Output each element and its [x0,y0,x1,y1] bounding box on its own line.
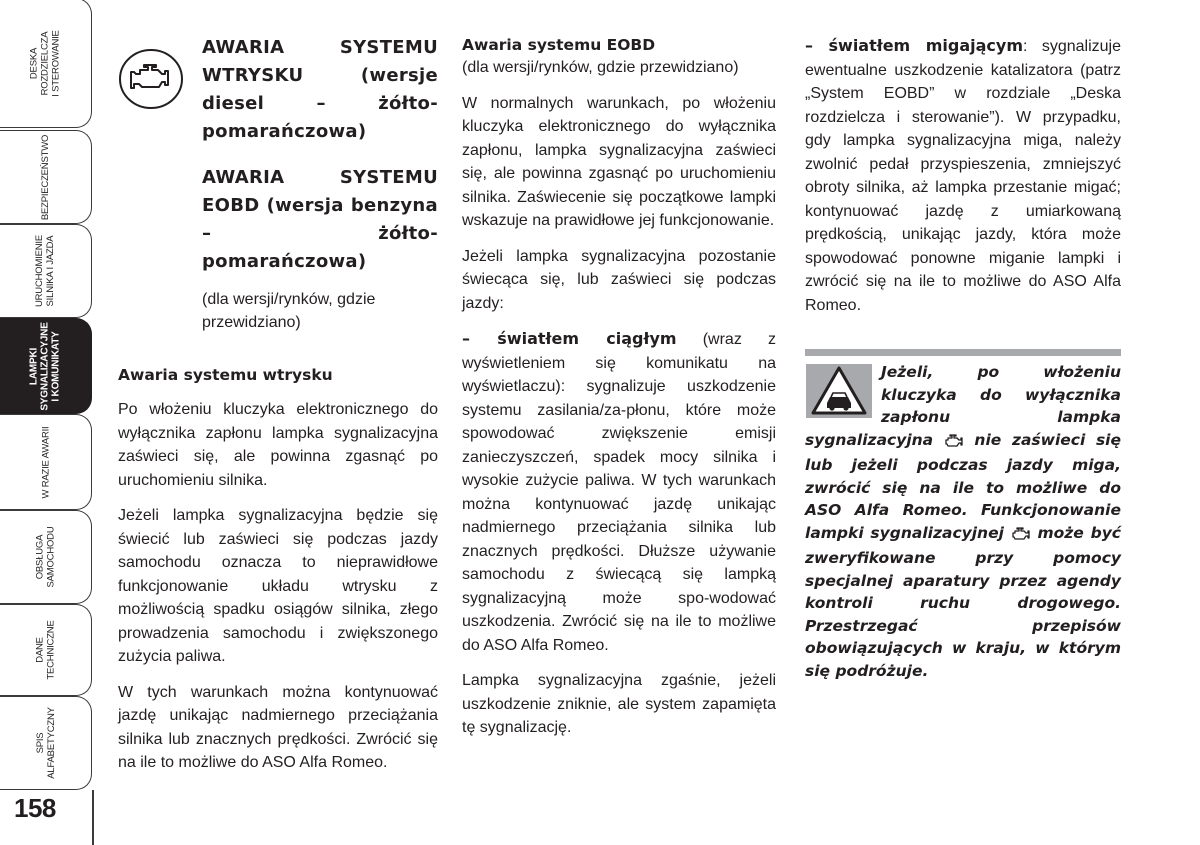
warning-bar [805,349,1121,356]
tab-label: OBSŁUGA SAMOCHODU [34,526,57,588]
column-2 [462,34,776,752]
tab-label: DESKA ROZDZIELCZA I STEROWANIE [29,29,62,97]
tab-uruchomienie-silnika[interactable] [0,224,92,318]
tab-dane-techniczne[interactable] [0,604,92,696]
term-swiatlem-migajacym: – światłem migającym [805,36,1024,55]
engine-check-icon [1011,525,1031,548]
paragraph [805,34,1121,317]
subheading-awaria-wtrysku: Awaria systemu wtrysku [118,366,333,384]
tab-deska-rozdzielcza[interactable] [0,0,92,128]
page-number: 158 [14,793,56,823]
paragraph: W tych warunkach można kontynuować jazdę unikając nadmiernego przeciążania silnika lub znacznych prędkości. Zwrócić się na ile to możliwe do ASO Alfa Romeo. [118,683,438,771]
subheading-note: (dla wersji/rynków, gdzie przewidziano) [462,59,739,76]
warning-text: może być zweryfikowane przy pomocy specjalnej aparatury przez agendy kontroli ruchu drogowego. Przestrzegać przepisów obowiązujących w kraju, w którym się podróżuje. [805,523,1121,680]
paragraph: W normalnych warunkach, po włożeniu kluczyka elektronicznego do wyłącznika zapłonu, lampka sygnalizacyjna zaświeci się, ale powinna zgasnąć po uruchomieniu silnika. Zaświecenie się początkowe lampki wskazuje na prawidłowe jej funkcjonowanie. [462,94,776,229]
tab-label: BEZPIECZEŃSTWO [39,134,51,220]
tab-label: W RAZIE AWARII [39,426,51,498]
page-number-rule [92,790,94,845]
engine-check-icon [118,34,202,118]
tab-obsluga-samochodu[interactable] [0,510,92,604]
column-1 [118,34,438,787]
section-heading-block [118,34,438,334]
heading-awaria-eobd: AWARIA SYSTEMU EOBD (wersja benzyna – żółto-pomarańczowa) [202,167,438,272]
paragraph-text: : sygnalizuje ewentualne uszkodzenie katalizatora (patrz „System EOBD” w rozdziale „Deska rozdzielcza i sterowanie”). W przypadku, gdy lampka sygnalizacyjna miga, należy zwolnić pedał przyspieszenia, zmniejszyć obroty silnika, aż lampka przestanie migać; kontynuować jazdę z umiarkowaną prędkością, unikając jazdy, która może spowodować ponowne miganie lampki i zwrócić się na ile to możliwe do ASO Alfa Romeo. [805,38,1122,314]
chapter-tabs [0,0,100,845]
tab-bezpieczenstwo[interactable] [0,130,92,224]
paragraph: Lampka sygnalizacyjna zgaśnie, jeżeli uszkodzenie zniknie, ale system zapamięta tę sygnalizację. [462,672,776,736]
tab-label: LAMPKI SYGNALIZACYJNE I KOMUNIKATY [28,321,62,411]
tab-w-razie-awarii[interactable] [0,414,92,510]
paragraph: Po włożeniu kluczyka elektronicznego do wyłącznika zapłonu lampka sygnalizacyjna zaświeci się, ale powinna zgasnąć po uruchomieniu silnika. [118,401,438,489]
paragraph: Jeżeli lampka sygnalizacyjna pozostanie świecąca się, lub zaświeci się podczas jazdy: [462,247,776,312]
paragraph [462,327,776,657]
subheading-awaria-eobd: Awaria systemu EOBD [462,36,656,54]
heading-awaria-wtrysku: AWARIA SYSTEMU WTRYSKU (wersje diesel – żółto-pomarańczowa) [202,37,438,142]
tab-label: URUCHOMIENIE SILNIKA I JAZDA [34,234,57,308]
term-swiatlem-ciaglym: – światłem ciągłym [462,329,677,348]
heading-note: (dla wersji/rynków, gdzie przewidziano) [202,291,376,331]
tab-label: DANE TECHNICZNE [34,620,57,680]
tab-label: SPIS ALFABETYCZNY [34,707,57,779]
warning-text: Jeżeli, po włożeniu kluczyka do wyłącznika zapłonu lampka sygnalizacyjna [805,363,1121,449]
warning-car-triangle-icon [805,363,873,419]
paragraph-text: (wraz z wyświetleniem się komunikatu na wyświetlaczu): sygnalizuje uszkodzenie systemu zasilania/za-płonu, które może spowodować zwiększenie emisji zanieczyszczeń, spadek mocy silnika i wysokie zużycie paliwa. W tych warunkach można kontynuować jazdę unikając nadmiernego przeciążania silnika lub znacznych prędkości. Dłuższe używanie samochodu z świecącą się lampką sygnalizacyjną może spo-wodować uszkodzenia. Zwrócić się na ile to możliwe do ASO Alfa Romeo. [462,331,776,654]
column-3 [805,34,1121,329]
tab-spis-alfabetyczny[interactable] [0,696,92,790]
warning-note [805,361,1121,682]
engine-check-icon [944,432,964,455]
warning-text: nie zaświeci się lub jeżeli podczas jazdy miga, zwrócić się na ile to możliwe do ASO Alfa Romeo. Funkcjonowanie lampki sygnalizacyjnej [805,430,1121,542]
tab-lampki-sygnalizacyjne[interactable] [0,318,92,414]
paragraph: Jeżeli lampka sygnalizacyjna będzie się świecić lub zaświeci się podczas jazdy samochodu oznacza to nieprawidłowe funkcjonowanie układu wtrysku z możliwością spadku osiągów silnika, złego prowadzenia samochodu i zwiększonego zużycia paliwa. [118,507,438,665]
